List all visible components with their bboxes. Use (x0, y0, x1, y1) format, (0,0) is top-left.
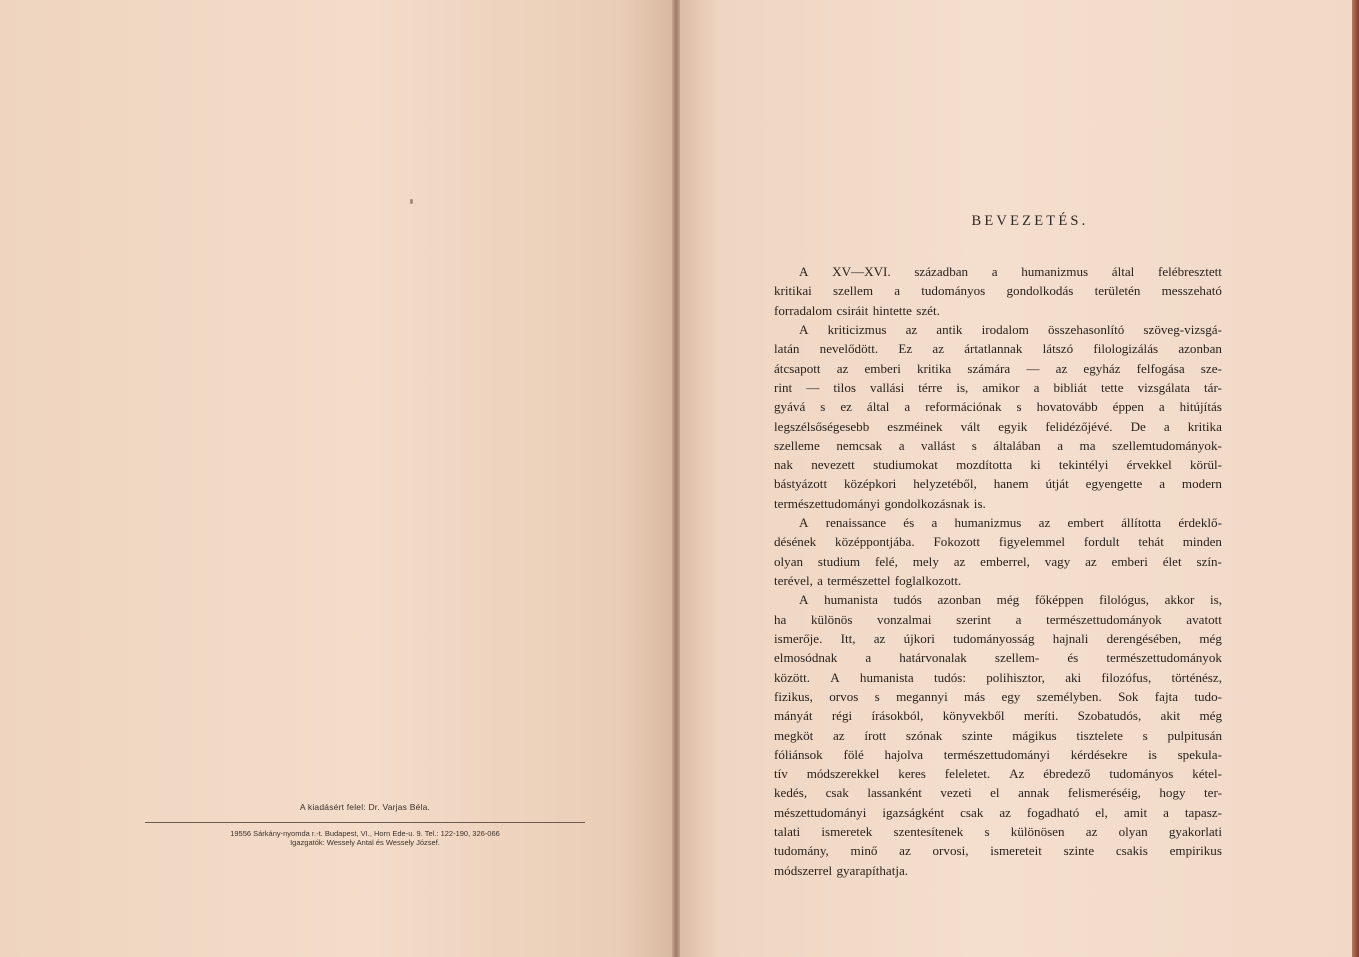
text-line: olyan studium felé, mely az emberrel, vagy az emberi élet szín- (774, 553, 1222, 569)
page-edge (1352, 0, 1359, 957)
text-line: kritikai szellem a tudományos gondolkodás területén messzeható (774, 283, 1222, 299)
text-line: mészettudományi igazságként csak az fogadható el, amit a tapasz- (774, 804, 1222, 820)
text-line: tív módszerekkel keres feleletet. Az ébredező tudományos kétel- (774, 766, 1222, 782)
text-line: fizikus, orvos s megannyi más egy személyben. Sok fajta tudo- (774, 688, 1222, 704)
paper-speck (410, 199, 413, 204)
text-line: kedés, csak lassanként vezeti el annak felismeréséig, hogy ter- (774, 785, 1222, 801)
printer-imprint (145, 829, 585, 847)
body-text (774, 262, 1222, 880)
text-line: tudomány, minő az orvosi, ismereteit szinte csakis empirikus (774, 843, 1222, 859)
text-line: között. A humanista tudós: polihisztor, aki filozófus, történész, (774, 669, 1222, 685)
text-line: gyává s ez által a reformációnak s hovatovább éppen a hitújítás (774, 399, 1222, 415)
text-line: átcsapott az emberi kritika számára — az egyház felfogása sze- (774, 360, 1222, 376)
text-line: latán nevelődött. Ez az ártatlannak látszó filologizálás azonban (774, 341, 1222, 357)
left-page (0, 0, 672, 957)
text-line: elmosódnak a határvonalak szellem- és természettudományok (774, 650, 1222, 666)
text-line: nak nevezett studiumokat mozdította ki tekintélyi érvekkel körül- (774, 457, 1222, 473)
text-line: A XV—XVI. században a humanizmus által felébresztett (799, 264, 1222, 279)
text-line: terével, a természettel foglalkozott. (774, 573, 962, 588)
publisher-responsible-line: A kiadásért felel: Dr. Varjas Béla. (299, 802, 431, 812)
text-line: mányát régi írásokból, könyvekből meríti. Szobatudós, akit még (774, 708, 1222, 724)
right-page (680, 0, 1352, 957)
chapter-heading: BEVEZETÉS. (971, 213, 1089, 229)
text-line: fóliánsok fölé hajolva természettudományi kérdésekre is spekula- (774, 746, 1222, 762)
text-line: ismerője. Itt, az újkori tudományosság hajnali derengésében, még (774, 630, 1222, 646)
text-line: A kriticizmus az antik irodalom összehasonlító szöveg-vizsgá- (799, 321, 1222, 337)
text-line: bástyázott középkori helyzetéből, hanem útját egyengette a modern (774, 476, 1222, 492)
text-line: rint — tilos vallási térre is, amikor a bibliát tette vizsgálata tár- (774, 379, 1222, 395)
imprint-divider (145, 822, 585, 823)
text-line: forradalom csiráit hintette szét. (774, 302, 940, 318)
text-line: szelleme nemcsak a vallást s általában a ma szellemtudományok- (774, 437, 1222, 453)
printer-line-2: Igazgatók: Wessely Antal és Wessely József. (290, 838, 440, 847)
text-line: talati ismeretek szentesítenek s különösen az olyan gyakorlati (774, 824, 1222, 840)
text-line: módszerrel gyarapíthatja. (774, 862, 909, 878)
text-line: legszélsőségesebb eszméinek vált egyik felidézőjévé. De a kritika (774, 418, 1222, 434)
printer-line-1: 19556 Sárkány-nyomda r.-t. Budapest, VI., Horn Ede-u. 9. Tel.: 122-190, 326-066 (230, 829, 500, 838)
text-line: megköt az írott szónak szinte mágikus tisztelete s pulpitusán (774, 727, 1222, 743)
text-line: A humanista tudós azonban még főképpen filológus, akkor is, (799, 592, 1222, 608)
text-line: természettudományi gondolkozásnak is. (774, 495, 986, 511)
text-line: ha különös vonzalmai szerint a természettudományok avatott (774, 611, 1222, 627)
text-line: désének középpontjába. Fokozott figyelemmel fordult tehát minden (774, 534, 1222, 550)
book-gutter (672, 0, 680, 957)
text-line: A renaissance és a humanizmus az embert állította érdeklő- (799, 515, 1222, 531)
